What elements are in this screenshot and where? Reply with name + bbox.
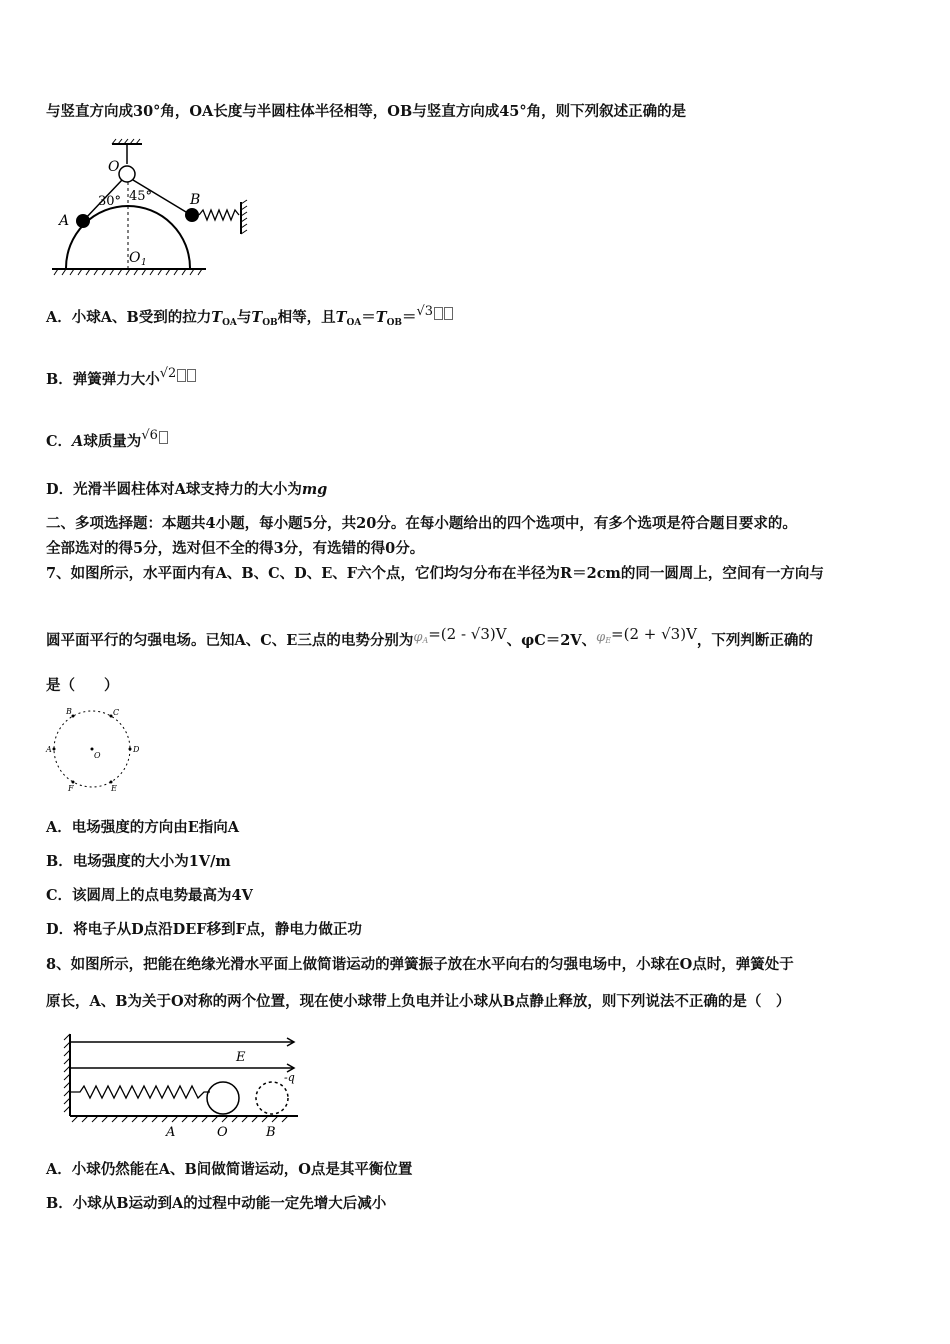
- q7-fig-E: E: [111, 784, 117, 793]
- q7-fig-A: A: [46, 745, 52, 754]
- q6-fig-label-O1-sub: 1: [141, 258, 147, 268]
- q6-stem-tail: 与竖直方向成30°角，OA长度与半圆柱体半径相等，OB与竖直方向成45°角，则下列叙述正确的是: [46, 103, 687, 120]
- q8-fig-q: -q: [284, 1071, 295, 1084]
- q7-fig-D: D: [133, 745, 140, 754]
- q7-option-d: D．将电子从D点沿DEF移到F点，静电力做正功: [46, 921, 362, 938]
- q8-figure: [58, 1030, 308, 1142]
- q6-option-b: B．弹簧弹力大小√2: [46, 364, 196, 390]
- q8-fig-E: E: [236, 1050, 246, 1065]
- section2-instructions-line2: 全部选对的得5分，选对但不全的得3分，有选错的得0分。: [46, 540, 425, 557]
- q6-fig-label-A: A: [59, 213, 70, 229]
- q8-stem-line1: 8、如图所示，把能在绝缘光滑水平面上做简谐运动的弹簧振子放在水平向右的匀强电场中，小球在O点时，弹簧处于: [46, 956, 794, 973]
- q7-stem-line2: 圆平面平行的匀强电场。已知A、C、E三点的电势分别为φA=(2 - √3)V、φC＝2V、φE=(2 + √3)V，下列判断正确的: [46, 625, 813, 649]
- q6-fig-angle-30: 30°: [98, 194, 122, 209]
- q7-fig-F: F: [68, 784, 74, 793]
- q7-stem-line1: 7、如图所示，水平面内有A、B、C、D、E、F六个点，它们均匀分布在半径为R＝2cm的同一圆周上，空间有一方向与: [46, 565, 824, 582]
- q6-option-a: A．小球A、B受到的拉力$T_{OA}$与$T_{OB}$相等，且$T_{OA}=T_{OB}=√3$: [46, 302, 453, 333]
- q7-stem-line3: 是（ ）: [46, 677, 119, 694]
- q6-option-c: C．A球质量为√6: [46, 426, 168, 452]
- q8-fig-A: A: [166, 1125, 176, 1140]
- q8-fig-O: O: [217, 1125, 228, 1140]
- q7-fig-C: C: [113, 708, 120, 717]
- section2-instructions-line1: 二、多项选择题：本题共4小题，每小题5分，共20分。在每小题给出的四个选项中，有多个选项是符合题目要求的。: [46, 515, 797, 532]
- q6-fig-angle-45: 45°: [129, 189, 153, 204]
- q8-option-a: A．小球仍然能在A、B间做简谐运动，O点是其平衡位置: [46, 1161, 413, 1178]
- q7-figure: [44, 705, 148, 797]
- q6-fig-label-B: B: [190, 192, 201, 208]
- q7-option-a: A．电场强度的方向由E指向A: [46, 819, 240, 836]
- q6-fig-label-O: O: [108, 159, 120, 175]
- q7-fig-O: O: [94, 751, 101, 760]
- q7-option-c: C．该圆周上的点电势最高为4V: [46, 887, 253, 904]
- q6-fig-label-O1: O: [129, 250, 141, 266]
- q6-figure: [46, 136, 266, 282]
- q8-fig-B: B: [266, 1125, 276, 1140]
- q7-option-b: B．电场强度的大小为1V/m: [46, 853, 231, 870]
- q6-option-d: D．光滑半圆柱体对A球支持力的大小为mg: [46, 481, 328, 498]
- q7-fig-B: B: [66, 707, 72, 716]
- q8-option-b: B．小球从B运动到A的过程中动能一定先增大后减小: [46, 1195, 387, 1212]
- q8-stem-line2: 原长，A、B为关于O对称的两个位置，现在使小球带上负电并让小球从B点静止释放，则下列说法不正确的是（ ）: [46, 993, 791, 1010]
